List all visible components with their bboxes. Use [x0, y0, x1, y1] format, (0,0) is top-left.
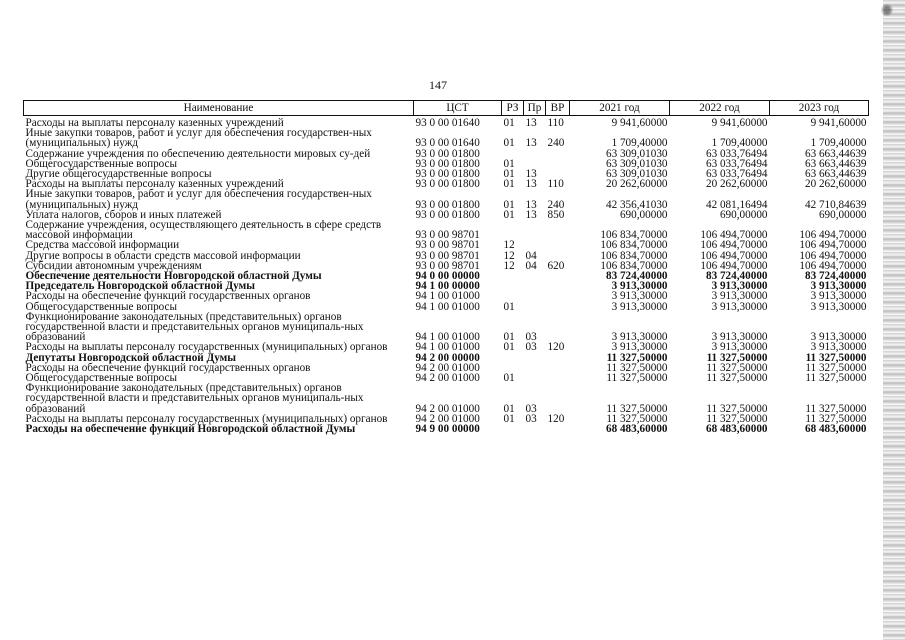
cell-name: Уплата налогов, сборов и иных платежей — [25, 208, 222, 221]
cell-2023: 3 913,30000 — [810, 300, 867, 313]
cell-pr: 04 — [525, 249, 537, 262]
cell-vr: 240 — [547, 137, 565, 150]
cell-2022: 11 327,50000 — [706, 361, 768, 374]
cell-pr: 03 — [525, 402, 537, 415]
header-vr: ВР — [546, 101, 570, 116]
cell-2023: 3 913,30000 — [810, 290, 867, 303]
cell-2022: 68 483,60000 — [705, 423, 768, 436]
cell-2022: 3 913,30000 — [711, 341, 768, 354]
cell-2022: 3 913,30000 — [711, 331, 768, 344]
cell-pr — [524, 271, 546, 281]
cell-vr — [546, 424, 570, 434]
cell-pr — [524, 281, 546, 291]
header-name: Наименование — [24, 101, 414, 116]
cell-2023: 11 327,50000 — [805, 412, 867, 425]
cell-name: Общегосударственные вопросы — [25, 372, 178, 385]
cell-2023: 9 941,60000 — [810, 117, 867, 129]
cell-2022: 63 033,76494 — [705, 157, 768, 170]
cell-2021: 63 309,01030 — [605, 168, 668, 181]
cell-2022: 20 262,60000 — [705, 178, 768, 191]
cell-2023: 106 494,70000 — [799, 229, 867, 242]
cell-rz: 01 — [503, 157, 515, 170]
table-row — [24, 383, 869, 414]
cell-rz: 12 — [503, 249, 515, 262]
cell-rz: 01 — [503, 198, 515, 211]
cell-rz: 01 — [503, 412, 515, 425]
cell-2022: 11 327,50000 — [706, 412, 768, 425]
cell-2023: 3 913,30000 — [810, 280, 867, 293]
header-2021: 2021 год — [570, 101, 670, 116]
cell-2021: 106 834,70000 — [600, 229, 668, 242]
cell-vr — [546, 159, 570, 169]
cell-name: Общегосударственные вопросы — [25, 157, 178, 170]
cell-rz: 01 — [503, 117, 515, 129]
cell-vr — [546, 363, 570, 373]
table-row — [24, 189, 869, 209]
cell-vr — [546, 353, 570, 363]
cell-cst: 94 0 00 00000 — [415, 270, 480, 283]
table-row — [24, 220, 869, 240]
cell-vr — [546, 220, 570, 240]
cell-2022: 106 494,70000 — [700, 259, 768, 272]
cell-name: Расходы на обеспечение функций государственных органов — [25, 361, 311, 374]
cell-vr — [546, 291, 570, 301]
cell-2021: 3 913,30000 — [611, 290, 668, 303]
cell-2021: 11 327,50000 — [606, 402, 668, 415]
cell-cst: 94 1 00 00000 — [415, 280, 480, 293]
cell-name: Общегосударственные вопросы — [25, 300, 178, 313]
scan-mark-artifact — [880, 4, 894, 16]
cell-cst: 93 0 00 01800 — [415, 208, 480, 221]
cell-pr — [524, 353, 546, 363]
cell-2021: 1 709,40000 — [611, 137, 668, 150]
cell-2023: 690,00000 — [818, 208, 867, 221]
cell-rz: 01 — [503, 178, 515, 191]
cell-name: Депутаты Новгородской областной Думы — [25, 351, 237, 364]
cell-rz — [502, 281, 524, 291]
cell-vr: 110 — [547, 178, 564, 191]
cell-pr: 04 — [525, 259, 537, 272]
cell-cst: 93 0 00 01640 — [415, 117, 480, 129]
cell-pr — [524, 373, 546, 383]
cell-2021: 9 941,60000 — [611, 117, 668, 129]
cell-cst: 93 0 00 01800 — [415, 147, 480, 160]
cell-2022: 11 327,50000 — [706, 351, 768, 364]
cell-cst: 93 0 00 01800 — [415, 168, 480, 181]
table-row — [24, 424, 869, 434]
cell-name: Председатель Новгородской областной Думы — [25, 280, 255, 293]
cell-name: Содержание учреждения по обеспечению деятельности мировых су-дей — [25, 147, 371, 160]
cell-cst: 94 1 00 01000 — [415, 331, 480, 344]
table-header-row — [24, 101, 869, 116]
cell-pr: 13 — [525, 178, 537, 191]
cell-cst: 93 0 00 01640 — [415, 137, 480, 150]
cell-2023: 11 327,50000 — [805, 361, 867, 374]
cell-name: Расходы на выплаты персоналу казенных учреждений — [25, 178, 284, 191]
cell-2021: 63 309,01030 — [605, 147, 668, 160]
cell-name: Средства массовой информации — [25, 239, 180, 252]
cell-2023: 106 494,70000 — [799, 239, 867, 252]
cell-2022: 63 033,76494 — [705, 147, 768, 160]
cell-name: Функционирование законодательных (представительных) органов государственной власти и представительных органов муниципаль-ных образований — [25, 382, 364, 415]
cell-name: Расходы на выплаты персоналу казенных учреждений — [25, 117, 284, 129]
cell-2021: 11 327,50000 — [606, 412, 668, 425]
cell-2023: 11 327,50000 — [805, 402, 867, 415]
cell-pr — [524, 291, 546, 301]
cell-cst: 94 1 00 01000 — [415, 341, 480, 354]
cell-2023: 63 663,44639 — [804, 168, 867, 181]
cell-cst: 94 1 00 01000 — [415, 290, 480, 303]
cell-name: Иные закупки товаров, работ и услуг для обеспечения государствен-ных (муниципальных) нужд — [25, 188, 372, 211]
cell-2022: 690,00000 — [719, 208, 768, 221]
cell-2021: 11 327,50000 — [606, 372, 668, 385]
header-cst: ЦСТ — [414, 101, 502, 116]
cell-cst: 94 2 00 01000 — [415, 402, 480, 415]
cell-2022: 83 724,40000 — [705, 270, 768, 283]
cell-2021: 83 724,40000 — [605, 270, 668, 283]
cell-2023: 11 327,50000 — [805, 351, 867, 364]
cell-2021: 3 913,30000 — [611, 280, 668, 293]
cell-cst: 93 0 00 98701 — [415, 239, 480, 252]
cell-vr: 110 — [547, 117, 564, 129]
cell-name: Обеспечение деятельности Новгородской областной Думы — [25, 270, 322, 283]
cell-2022: 106 494,70000 — [700, 239, 768, 252]
cell-cst: 94 2 00 01000 — [415, 412, 480, 425]
cell-2022: 3 913,30000 — [711, 290, 768, 303]
cell-vr: 850 — [547, 208, 565, 221]
cell-vr — [546, 240, 570, 250]
cell-rz: 01 — [503, 402, 515, 415]
cell-vr: 120 — [547, 341, 565, 354]
cell-2022: 106 494,70000 — [700, 249, 768, 262]
cell-2022: 63 033,76494 — [705, 168, 768, 181]
cell-2023: 3 913,30000 — [810, 331, 867, 344]
cell-2023: 83 724,40000 — [804, 270, 867, 283]
cell-2021: 11 327,50000 — [606, 351, 668, 364]
cell-rz: 01 — [503, 137, 515, 150]
cell-vr — [546, 149, 570, 159]
cell-2022: 9 941,60000 — [711, 117, 768, 129]
cell-2021: 3 913,30000 — [611, 300, 668, 313]
cell-name: Другие вопросы в области средств массовой информации — [25, 249, 301, 262]
cell-cst: 94 2 00 01000 — [415, 361, 480, 374]
cell-pr — [524, 149, 546, 159]
cell-pr — [524, 363, 546, 373]
cell-vr: 120 — [547, 412, 565, 425]
cell-2021: 63 309,01030 — [605, 157, 668, 170]
cell-vr — [546, 281, 570, 291]
cell-name: Иные закупки товаров, работ и услуг для обеспечения государствен-ных (муниципальных) нужд — [25, 127, 372, 150]
cell-2023: 11 327,50000 — [805, 372, 867, 385]
cell-cst: 93 0 00 98701 — [415, 229, 480, 242]
cell-vr — [546, 312, 570, 343]
cell-rz — [502, 353, 524, 363]
cell-cst: 93 0 00 98701 — [415, 259, 480, 272]
scan-edge-artifact — [883, 0, 905, 640]
cell-name: Расходы на выплаты персоналу государственных (муниципальных) органов — [25, 341, 388, 354]
header-pr: Пр — [524, 101, 546, 116]
cell-vr: 620 — [547, 259, 565, 272]
cell-name: Функционирование законодательных (представительных) органов государственной власти и представительных органов муниципаль-ных образований — [25, 310, 364, 344]
cell-name: Расходы на выплаты персоналу государственных (муниципальных) органов — [25, 412, 388, 425]
cell-2021: 690,00000 — [619, 208, 668, 221]
cell-rz — [502, 220, 524, 240]
cell-2023: 42 710,84639 — [804, 198, 867, 211]
cell-pr: 03 — [525, 341, 537, 354]
cell-rz: 12 — [503, 259, 515, 272]
cell-2022: 1 709,40000 — [711, 137, 768, 150]
cell-2021: 106 834,70000 — [600, 239, 668, 252]
table-row — [24, 128, 869, 148]
cell-pr — [524, 220, 546, 240]
cell-vr — [546, 373, 570, 383]
cell-rz: 01 — [503, 300, 515, 313]
cell-rz: 01 — [503, 341, 515, 354]
cell-vr: 240 — [547, 198, 565, 211]
cell-2021: 3 913,30000 — [611, 331, 668, 344]
cell-2023: 1 709,40000 — [810, 137, 867, 150]
cell-2021: 20 262,60000 — [605, 178, 668, 191]
cell-2023: 3 913,30000 — [810, 341, 867, 354]
cell-cst: 93 0 00 01800 — [415, 198, 480, 211]
cell-vr — [546, 271, 570, 281]
cell-pr: 13 — [525, 137, 537, 150]
table-body — [24, 116, 869, 435]
cell-name: Другие общегосударственные вопросы — [25, 168, 212, 181]
cell-rz — [502, 424, 524, 434]
cell-pr — [524, 302, 546, 312]
cell-pr: 13 — [525, 198, 537, 211]
cell-vr — [546, 383, 570, 414]
cell-2021: 106 834,70000 — [600, 249, 668, 262]
cell-pr: 13 — [525, 168, 537, 181]
cell-cst: 93 0 00 01800 — [415, 178, 480, 191]
cell-name: Субсидии автономным учреждениям — [25, 259, 202, 272]
cell-rz: 01 — [503, 331, 515, 344]
cell-2021: 3 913,30000 — [611, 341, 668, 354]
cell-rz — [502, 271, 524, 281]
cell-rz: 01 — [503, 208, 515, 221]
cell-vr — [546, 302, 570, 312]
cell-cst: 94 2 00 01000 — [415, 372, 480, 385]
cell-2023: 106 494,70000 — [799, 249, 867, 262]
cell-2023: 68 483,60000 — [804, 423, 867, 436]
cell-pr: 13 — [525, 208, 537, 221]
cell-2022: 3 913,30000 — [711, 280, 768, 293]
cell-rz: 12 — [503, 239, 515, 252]
cell-name: Содержание учреждения, осуществляющего деятельность в сфере средств массовой информации — [25, 219, 382, 242]
header-2023: 2023 год — [770, 101, 869, 116]
cell-pr: 03 — [525, 331, 537, 344]
cell-2023: 63 663,44639 — [804, 147, 867, 160]
cell-pr: 13 — [525, 117, 537, 129]
cell-2021: 11 327,50000 — [606, 361, 668, 374]
cell-cst: 93 0 00 98701 — [415, 249, 480, 262]
cell-cst: 94 2 00 00000 — [415, 351, 480, 364]
header-2022: 2022 год — [670, 101, 770, 116]
cell-cst: 94 9 00 00000 — [415, 423, 480, 436]
table-row — [24, 312, 869, 343]
cell-2021: 42 356,41030 — [605, 198, 668, 211]
cell-cst: 94 1 00 01000 — [415, 300, 480, 313]
cell-name: Расходы на обеспечение функций государственных органов — [25, 290, 311, 303]
cell-rz: 01 — [503, 372, 515, 385]
cell-pr — [524, 424, 546, 434]
cell-cst: 93 0 00 01800 — [415, 157, 480, 170]
cell-2023: 106 494,70000 — [799, 259, 867, 272]
cell-2023: 63 663,44639 — [804, 157, 867, 170]
cell-2022: 106 494,70000 — [700, 229, 768, 242]
header-rz: РЗ — [502, 101, 524, 116]
cell-rz: 01 — [503, 168, 515, 181]
cell-2021: 106 834,70000 — [600, 259, 668, 272]
cell-2021: 68 483,60000 — [605, 423, 668, 436]
cell-2023: 20 262,60000 — [804, 178, 867, 191]
budget-table — [23, 100, 869, 434]
cell-2022: 3 913,30000 — [711, 300, 768, 313]
cell-2022: 42 081,16494 — [705, 198, 768, 211]
cell-2022: 11 327,50000 — [706, 402, 768, 415]
cell-2022: 11 327,50000 — [706, 372, 768, 385]
page-number: 147 — [429, 78, 447, 92]
cell-pr: 03 — [525, 412, 537, 425]
cell-name: Расходы на обеспечение функций Новгородской областной Думы — [25, 423, 356, 436]
